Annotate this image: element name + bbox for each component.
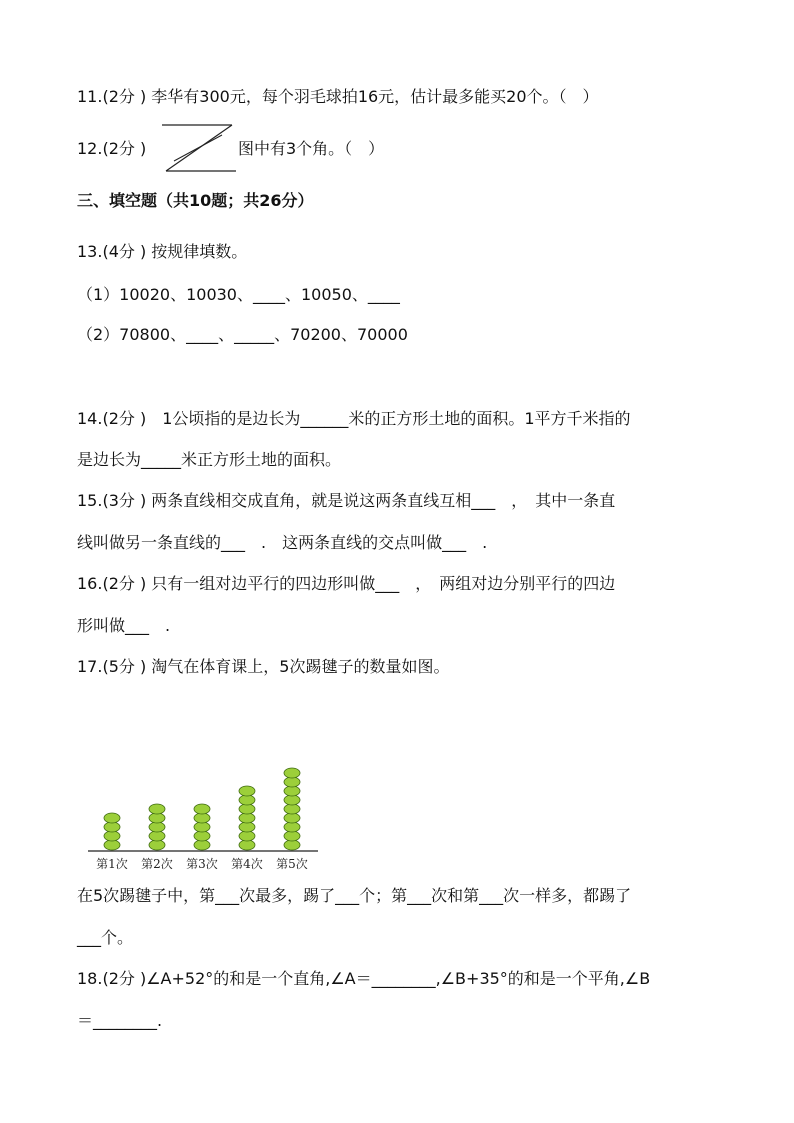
question-17-answer1: 在5次踢毽子中，第___次最多，踢了___个；第___次和第___次一样多，都踢了 <box>77 886 632 905</box>
shuttlecock-mark <box>149 822 165 832</box>
shuttlecock-mark <box>149 840 165 850</box>
shuttlecock-mark <box>149 813 165 823</box>
shuttlecock-mark <box>239 795 255 805</box>
question-11: 11.(2分 ) 李华有300元，每个羽毛球拍16元，估计最多能买20个。（ ） <box>77 87 599 106</box>
shuttlecock-mark <box>239 786 255 796</box>
shuttlecock-mark <box>239 813 255 823</box>
shuttlecock-mark <box>194 822 210 832</box>
question-13-part2: （2）70800、____、_____、70200、70000 <box>77 325 408 344</box>
question-16-line1: 16.(2分 ) 只有一组对边平行的四边形叫做___ ， 两组对边分别平行的四边 <box>77 574 616 593</box>
question-17-stem: 17.(5分 ) 淘气在体育课上，5次踢毽子的数量如图。 <box>77 657 450 676</box>
shuttlecock-chart <box>84 744 324 874</box>
shuttlecock-mark <box>284 840 300 850</box>
shuttlecock-mark <box>149 804 165 814</box>
section-heading: 三、填空题（共10题；共26分） <box>77 191 314 210</box>
shuttlecock-mark <box>284 804 300 814</box>
question-16-line2: 形叫做___ . <box>77 616 171 635</box>
chart-category-label: 第2次 <box>141 857 173 871</box>
shuttlecock-mark <box>149 831 165 841</box>
shuttlecock-mark <box>104 840 120 850</box>
question-15-line1: 15.(3分 ) 两条直线相交成直角，就是说这两条直线互相___ ， 其中一条直 <box>77 491 616 510</box>
chart-category-label: 第3次 <box>186 857 218 871</box>
shuttlecock-mark <box>284 831 300 841</box>
question-15-line2: 线叫做另一条直线的___ . 这两条直线的交点叫做___ . <box>77 533 488 552</box>
question-14-line2: 是边长为_____米正方形土地的面积。 <box>77 450 342 469</box>
question-12-prefix: 12.(2分 ) <box>77 139 147 158</box>
shuttlecock-mark <box>284 813 300 823</box>
chart-category-label: 第4次 <box>231 857 263 871</box>
question-12-suffix: 图中有3个角。（ ） <box>238 139 385 158</box>
question-18-line1: 18.(2分 )∠A+52°的和是一个直角,∠A＝________,∠B+35°的和是一个平角,∠B <box>77 969 651 988</box>
shuttlecock-mark <box>104 813 120 823</box>
shuttlecock-mark <box>194 831 210 841</box>
shuttlecock-mark <box>284 786 300 796</box>
question-17-answer2: ___个。 <box>77 928 134 947</box>
chart-category-label: 第5次 <box>276 857 308 871</box>
shuttlecock-mark <box>239 822 255 832</box>
shuttlecock-mark <box>284 777 300 787</box>
shuttlecock-mark <box>239 831 255 841</box>
shuttlecock-mark <box>194 813 210 823</box>
angle-figure <box>160 123 242 173</box>
question-13-part1: （1）10020、10030、____、10050、____ <box>77 285 400 304</box>
shuttlecock-mark <box>284 822 300 832</box>
shuttlecock-mark <box>284 795 300 805</box>
question-14-line1: 14.(2分 ) 1公顷指的是边长为______米的正方形土地的面积。1平方千米指的 <box>77 409 631 428</box>
shuttlecock-mark <box>239 804 255 814</box>
shuttlecock-mark <box>194 804 210 814</box>
shuttlecock-mark <box>194 840 210 850</box>
angle-inner-line <box>174 135 222 161</box>
question-18-line2: ＝________. <box>77 1011 163 1030</box>
shuttlecock-mark <box>104 831 120 841</box>
chart-category-label: 第1次 <box>96 857 128 871</box>
shuttlecock-mark <box>284 768 300 778</box>
question-13-stem: 13.(4分 ) 按规律填数。 <box>77 242 248 261</box>
shuttlecock-mark <box>104 822 120 832</box>
shuttlecock-mark <box>239 840 255 850</box>
